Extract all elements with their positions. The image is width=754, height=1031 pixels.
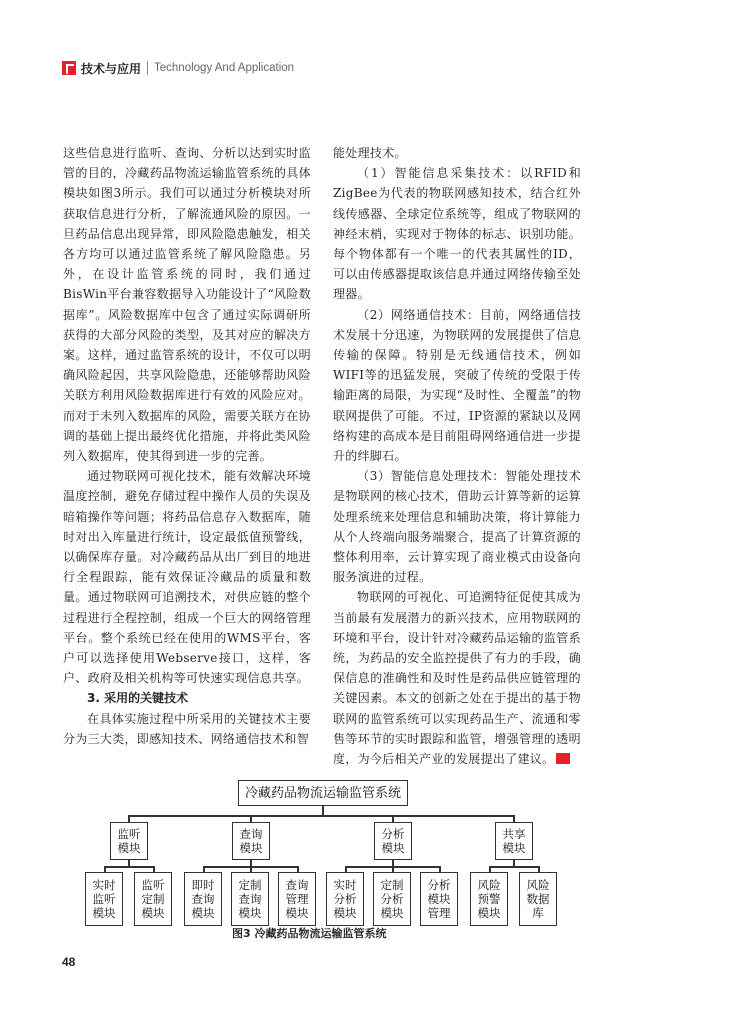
paragraph [333, 587, 581, 769]
leaf-node: 分析模块管理 [420, 872, 458, 926]
leaf-node: 风险预警模块 [470, 872, 508, 926]
paragraph: 通过物联网可视化技术，能有效解决环境温度控制，避免存储过程中操作人员的失误及暗箱操作等问题；将药品信息存入数据库，随时对出入库量进行统计，设定最低值预警线，以确保库存量。对冷藏药品从出厂到目的地进行全程跟踪，能有效保证冷藏品的质量和数量。通过物联网可追溯技术，对供应链的整个过程进行全程控制，组成一个巨大的网络管理平台。整个系统已经在使用的WMS平台，客户可以选择使用Webserve接口，这样，客户、政府及相关机构等可快速实现信息共享。 [63, 469, 311, 686]
paragraph-text: 物联网的可视化、可追溯特征促使其成为当前最有发展潜力的新兴技术，应用物联网的环境和平台，设计针对冷藏药品运输的监管系统，为药品的安全监控提供了有力的手段，确保信息的准确性和及时性是药品供应链管理的关键因素。本文的创新之处在于提出的基于物联网的监管系统可以实现药品生产、流通和零售等环节的实时跟踪和监管，增强管理的透明度，为今后相关产业的发展提出了建议。 [333, 590, 581, 767]
system-diagram [88, 780, 638, 920]
leaf-node: 定制查询模块 [231, 872, 269, 926]
figure-caption: 图3 冷藏药品物流运输监管系统 [232, 927, 387, 940]
right-column [333, 143, 581, 769]
paragraph: （2）网络通信技术：目前，网络通信技术发展十分迅速，为物联网的发展提供了信息传输的保障。特别是无线通信技术，例如WIFI等的迅猛发展，突破了传统的受限于传输距离的局限，为实现“及时性、全覆盖”的物联网提供了可能。不过，IP资源的紧缺以及网络构建的高成本是目前阻碍网络通信进一步提升的绊脚石。 [333, 307, 581, 464]
page-number: 48 [62, 955, 76, 969]
paragraph: （1）智能信息采集技术：以RFID和ZigBee为代表的物联网感知技术，结合红外线传感器、全球定位系统等，组成了物联网的神经末梢，实现对于物体的标志、识别功能。每个物体都有一个唯一的代表其属性的ID，可以由传感器提取该信息并通过网络传输至处理器。 [333, 166, 581, 302]
paragraph: 这些信息进行监听、查询、分析以达到实时监管的目的，冷藏药品物流运输监管系统的具体模块如图3所示。我们可以通过分析模块对所获取信息进行分析，了解流通风险的原因。一旦药品信息出现异常，即风险隐患触发，相关各方均可以通过监管系统了解风险隐患。另外，在设计监管系统的同时，我们通过BisWin平台兼容数据导入功能设计了“风险数据库”。风险数据库中包含了通过实际调研所获得的大部分风险的类型，及其对应的解决方案。这样，通过监管系统的设计，不仅可以明确风险起因，共享风险隐患，还能够帮助风险关联方利用风险数据库进行有效的风险应对。而对于未列入数据库的风险，需要关联方在协调的基础上提出最终优化措施，并将此类风险列入数据库，使其得到进一步的完善。 [63, 146, 311, 464]
journal-logo-icon [62, 61, 76, 75]
leaf-node: 定制分析模块 [373, 872, 411, 926]
module-node: 分析模块 [374, 822, 412, 860]
leaf-node: 即时查询模块 [184, 872, 222, 926]
leaf-node: 监听定制模块 [134, 872, 172, 926]
section-heading: 3. 采用的关键技术 [87, 691, 189, 706]
connector-line [513, 815, 515, 822]
connector-line [489, 866, 539, 868]
connector-line [128, 815, 130, 822]
section-name: 技术与应用 [81, 61, 142, 76]
paragraph: 在具体实施过程中所采用的关键技术主要分为三大类，即感知技术、网络通信技术和智 [63, 711, 311, 746]
diagram-root-node: 冷藏药品物流运输监管系统 [238, 780, 408, 806]
article-end-mark-icon [556, 753, 570, 764]
section-name-english: Technology And Application [154, 62, 295, 74]
paragraph: 能处理技术。 [333, 146, 407, 160]
leaf-node: 实时监听模块 [85, 872, 123, 926]
paragraph: （3）智能信息处理技术：智能处理技术是物联网的核心技术，借助云计算等新的运算处理系统来处理信息和辅助决策，将计算能力从个人终端向服务端聚合，提高了计算资源的整体利用率，云计算实现了商业模式由设备向服务演进的过程。 [333, 469, 581, 585]
header-divider [147, 61, 148, 75]
module-node: 共享模块 [495, 822, 533, 860]
connector-line [392, 815, 394, 822]
left-column [63, 143, 311, 749]
leaf-node: 查询管理模块 [278, 872, 316, 926]
connector-line [250, 815, 252, 822]
module-node: 查询模块 [232, 822, 270, 860]
connector-line [104, 866, 154, 868]
page-header [62, 60, 294, 76]
module-node: 监听模块 [110, 822, 148, 860]
leaf-node: 实时分析模块 [326, 872, 364, 926]
connector-line [128, 815, 513, 817]
leaf-node: 风险数据库 [519, 872, 557, 926]
connector-line [322, 806, 324, 815]
